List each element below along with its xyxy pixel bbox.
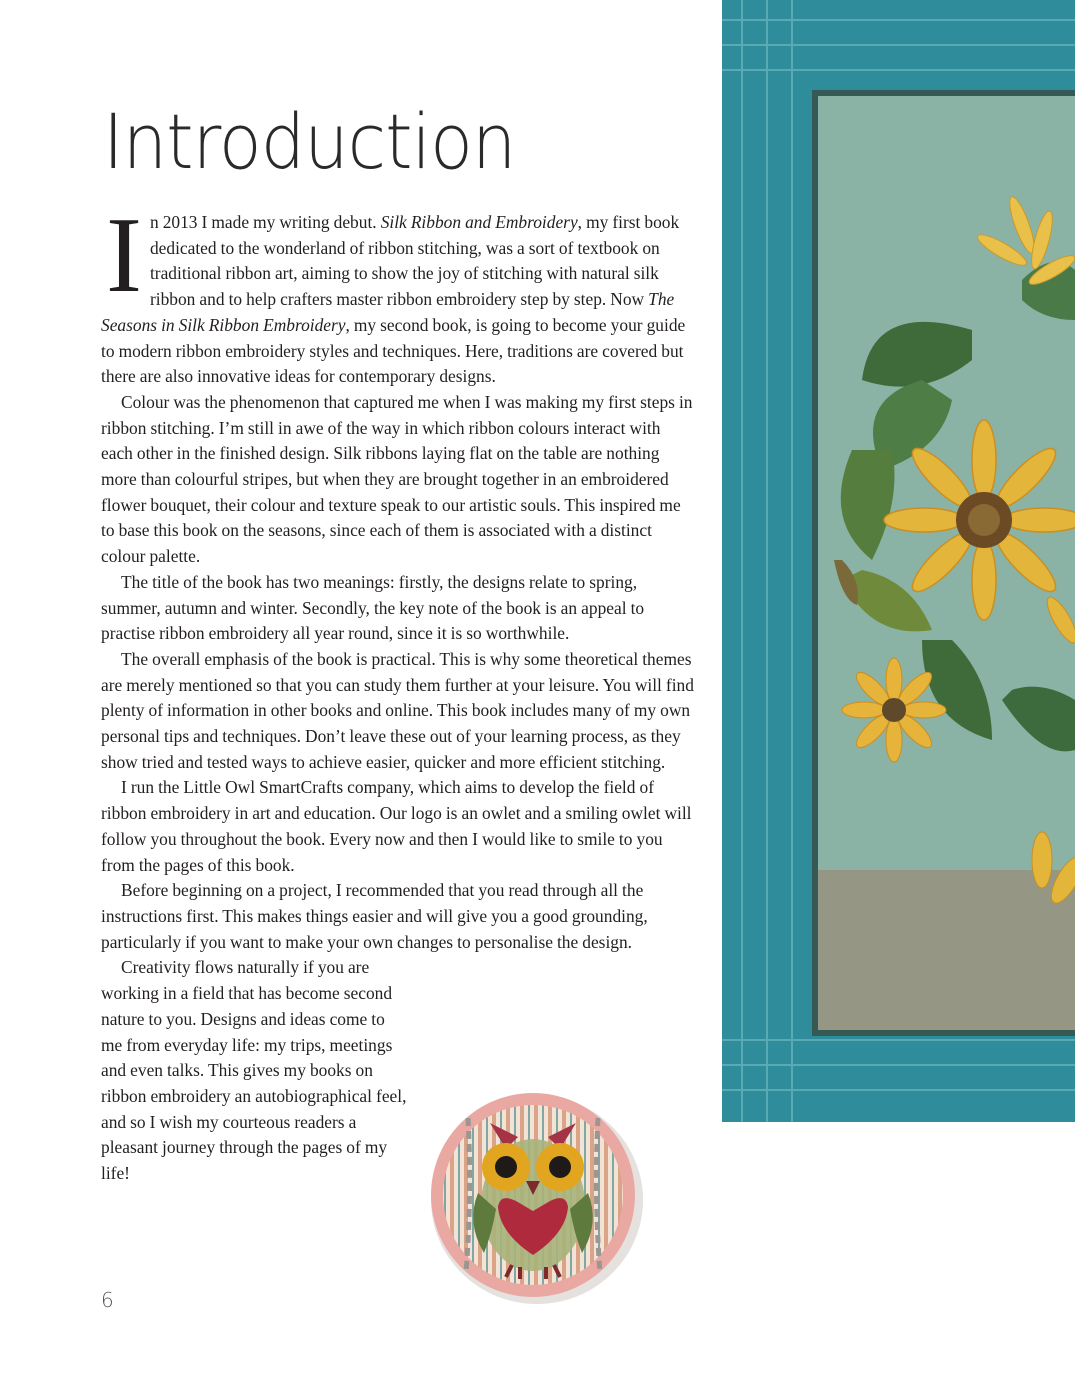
- sunflower-main: [884, 420, 1075, 620]
- intro-p1-part-c: , my second book, is going to become your guide to modern ribbon embroidery styles and techniques. Here, traditions are covered but there are also innovative ideas for contemporary designs.: [101, 314, 686, 387]
- framed-sunflower-artwork: [722, 0, 1075, 1122]
- intro-p1-part-a: n 2013 I made my writing debut.: [149, 212, 381, 232]
- paragraph-creativity-text: Creativity flows naturally if you are working in a field that has become second nature to you. Designs and ideas come to me from everyday life: my trips, meetings and even talks. This gives my books on ribbon embroidery an autobiographical feel, and so I wish my courteous readers a pleasant journey through the pages of my life!: [101, 957, 407, 1184]
- paragraph-before-beginning: Before beginning on a project, I recommended that you read through all the instructions first. This makes things easier and will give you a good grounding, particularly if you want to make your own changes to personalise the design.: [101, 880, 648, 952]
- intro-p1-part-b: , my first book dedicated to the wonderland of ribbon stitching, was a sort of textbook on traditional ribbon art, aiming to show the joy of stitching with natural silk ribbon and to help crafters master ribbon embroidery step by step. Now: [149, 212, 680, 310]
- body-text: [101, 196, 695, 1187]
- sunflower-small-lower: [842, 658, 946, 762]
- drop-cap: I: [106, 196, 142, 315]
- paragraph-emphasis: The overall emphasis of the book is practical. This is why some theoretical themes are merely mentioned so that you can study them further at your leisure. You will find plenty of information in other books and online. This book includes many of my own personal tips and techniques. Don’t leave these out of your learning process, as they show tried and tested ways to achieve easier, quicker and more efficient stitching.: [101, 648, 694, 772]
- book-title-1: Silk Ribbon and Embroidery: [380, 212, 578, 232]
- paragraph-title-meaning: The title of the book has two meanings: firstly, the designs relate to spring, summer, autumn and winter. Secondly, the key note of the book is an appeal to practise ribbon embroidery all year round, since it is so worthwhile.: [101, 571, 645, 644]
- page-title: Introduction: [103, 97, 516, 186]
- owl-brooch-illustration: [408, 1083, 663, 1311]
- vase-base: [818, 870, 1075, 1030]
- paragraph-company: I run the Little Owl SmartCrafts company, which aims to develop the field of ribbon embroidery in art and education. Our logo is an owlet and a smiling owlet will follow you throughout the book. Every now and then I would like to smile to you from the pages of this book.: [101, 777, 692, 875]
- paragraph-colour: Colour was the phenomenon that captured me when I was making my first steps in ribbon stitching. I’m still in awe of the way in which ribbon colours interact with each other in the finished design. Silk ribbons laying flat on the table are nothing more than colourful stripes, but when they are brought together in an embroidered flower bouquet, their colour and texture speak to our artistic souls. This inspired me to base this book on the seasons, since each of them is associated with a distinct colour palette.: [101, 391, 693, 567]
- page-number: 6: [101, 1288, 114, 1312]
- book-title-2: The Seasons in Silk Ribbon Embroidery: [101, 289, 675, 335]
- intro-paragraph-1: [101, 196, 695, 390]
